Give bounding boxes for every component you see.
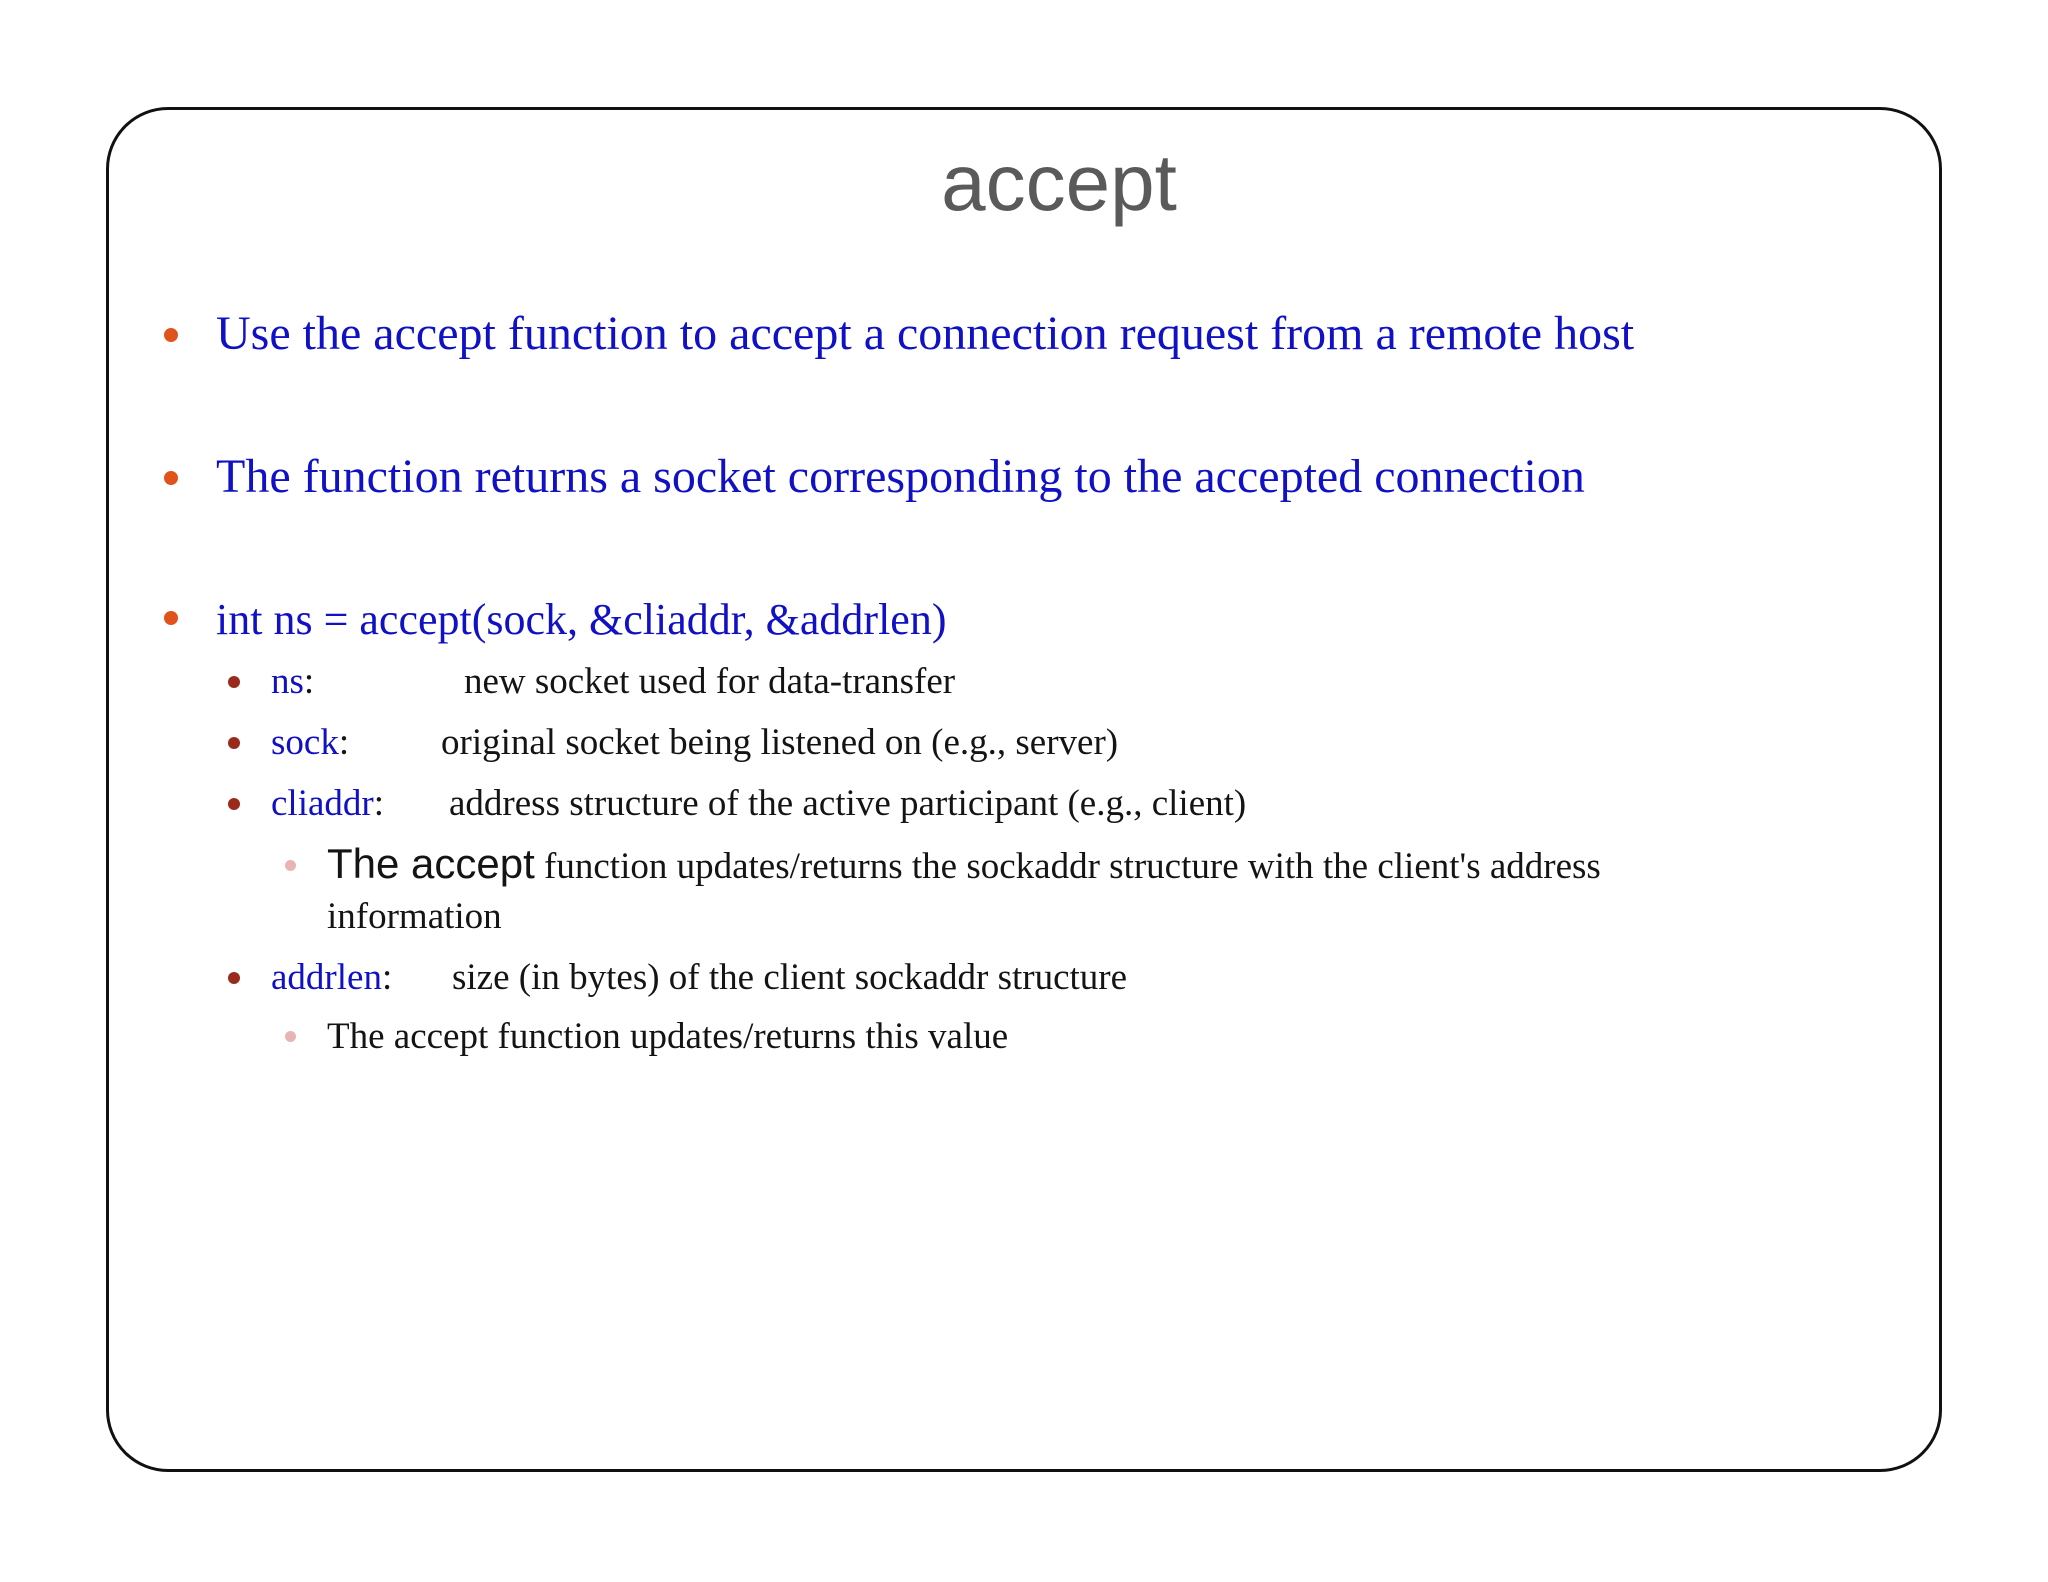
param-term: cliaddr: [271, 783, 374, 824]
note-rest: function updates/returns the sockaddr structure with the client's address: [534, 846, 1601, 887]
bullet-dot: [164, 471, 178, 485]
bullet-dot: [164, 328, 178, 342]
sub-bullet-dot: [228, 676, 240, 688]
param-term: sock: [271, 722, 339, 763]
param-ns: [271, 659, 956, 705]
bullet-accept-usage: Use the accept function to accept a connection request from a remote host: [216, 307, 1635, 360]
sub-sub-bullet-dot: [285, 1031, 296, 1042]
param-addrlen: [271, 955, 1128, 1001]
sub-bullet-dot: [228, 737, 240, 749]
param-term: addrlen: [271, 957, 382, 998]
bullet-returns-socket: The function returns a socket corresponding to the accepted connection: [216, 450, 1585, 503]
param-colon: :: [373, 783, 385, 824]
sub-bullet-dot: [228, 972, 240, 984]
param-colon: :: [303, 661, 315, 702]
param-colon: :: [338, 722, 350, 763]
sub-sub-bullet-dot: [285, 860, 296, 871]
cliaddr-note-line2: information: [327, 896, 502, 937]
param-desc: size (in bytes) of the client sockaddr structure: [452, 957, 1128, 998]
cliaddr-note: [327, 840, 1601, 891]
param-cliaddr: [271, 781, 1247, 827]
param-sock: [271, 720, 1119, 766]
note-lead: The accept: [327, 840, 535, 887]
bullet-dot: [164, 611, 178, 625]
param-desc: original socket being listened on (e.g., server): [441, 722, 1119, 763]
sub-bullet-dot: [228, 798, 240, 810]
param-desc: address structure of the active participant (e.g., client): [449, 783, 1247, 824]
addrlen-note: The accept function updates/returns this value: [327, 1016, 1009, 1057]
param-term: ns: [271, 661, 304, 702]
slide-title: accept: [941, 138, 1177, 227]
param-desc: new socket used for data-transfer: [464, 661, 956, 702]
bullet-code-signature: int ns = accept(sock, &cliaddr, &addrlen): [216, 595, 947, 644]
param-colon: :: [381, 957, 393, 998]
